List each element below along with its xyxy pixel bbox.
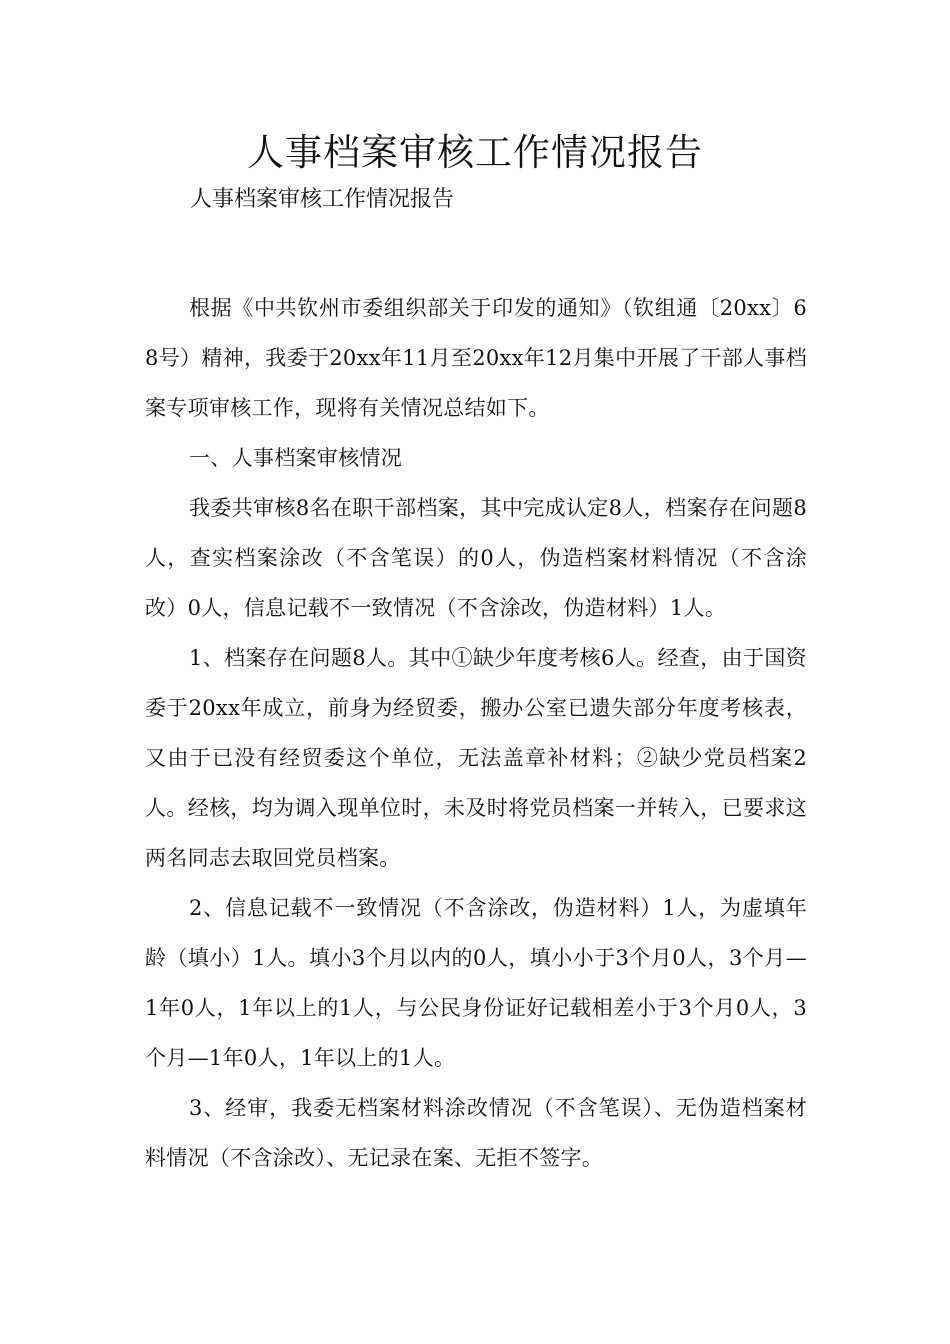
document-title: 人事档案审核工作情况报告 [247,131,703,174]
document-body [145,283,807,1183]
paragraph-item-1: 1、档案存在问题8人。其中①缺少年度考核6人。经查，由于国资委于20xx年成立，前身为经贸委，搬办公室已遗失部分年度考核表，又由于已没有经贸委这个单位，无法盖章补材料；②缺少党员档案2人。经核，均为调入现单位时，未及时将党员档案一并转入，已要求这两名同志去取回党员档案。 [145,646,807,870]
paragraph-intro: 根据《中共钦州市委组织部关于印发的通知》（钦组通〔20xx〕68号）精神，我委于20xx年11月至20xx年12月集中开展了干部人事档案专项审核工作，现将有关情况总结如下。 [145,296,807,420]
document-subtitle: 人事档案审核工作情况报告 [190,187,455,212]
section-heading-1: 一、人事档案审核情况 [189,446,402,470]
paragraph-item-2: 2、信息记载不一致情况（不含涂改，伪造材料）1人，为虚填年龄（填小）1人。填小3个月以内的0人，填小小于3个月0人，3个月—1年0人，1年以上的1人，与公民身份证好记载相差小于3个月0人，3个月—1年0人，1年以上的1人。 [145,896,807,1070]
paragraph-item-3: 3、经审，我委无档案材料涂改情况（不含笔误）、无伪造档案材料情况（不含涂改）、无记录在案、无拒不签字。 [145,1096,807,1170]
paragraph-summary: 我委共审核8名在职干部档案，其中完成认定8人，档案存在问题8人，查实档案涂改（不含笔误）的0人，伪造档案材料情况（不含涂改）0人，信息记载不一致情况（不含涂改，伪造材料）1人。 [145,496,807,620]
